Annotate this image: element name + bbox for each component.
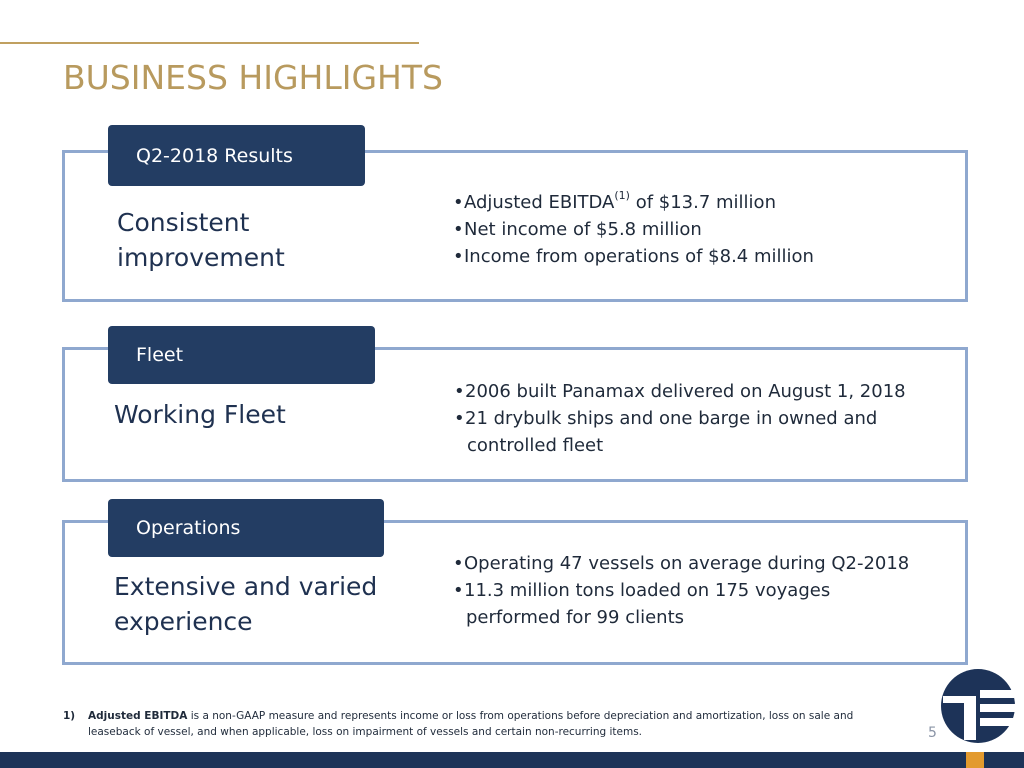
footnote-number: 1) [63, 710, 76, 722]
bullet-item [454, 378, 906, 405]
bullet-text: 11.3 million tons loaded on 175 voyages [464, 580, 831, 601]
tab-q2-results [108, 125, 365, 186]
bullet-item [454, 405, 906, 459]
footnote-ref: (1) [614, 189, 630, 202]
tab-operations [108, 499, 384, 557]
tab-label: Operations [136, 517, 241, 539]
heading-line: Consistent [117, 208, 250, 237]
bullet-item [453, 577, 909, 631]
panel-heading [114, 569, 377, 639]
bullet-text: Operating 47 vessels on average during Q2-2018 [464, 553, 910, 574]
heading-line: Working Fleet [114, 400, 286, 429]
heading-line: Extensive and varied [114, 572, 378, 601]
tab-label: Fleet [136, 344, 184, 366]
bullet-text: 21 drybulk ships and one barge in owned and [465, 408, 878, 429]
heading-line: experience [114, 607, 253, 636]
footer-bar [0, 752, 1024, 768]
bullet-list [453, 182, 814, 270]
title-rule [0, 42, 419, 44]
bullet-item [453, 182, 814, 216]
page-title: BUSINESS HIGHLIGHTS [63, 58, 443, 97]
footer-accent [966, 752, 984, 768]
footnote-text-line2: leaseback of vessel, and when applicable, loss on impairment of vessels and certain non-recurring items. [88, 726, 643, 738]
page-number: 5 [928, 725, 937, 741]
bullet-dot: • [453, 553, 464, 574]
heading-line: improvement [117, 243, 285, 272]
footnote-term: Adjusted EBITDA [88, 710, 188, 722]
bullet-item [453, 216, 814, 243]
panel-heading [114, 397, 286, 432]
bullet-dot: • [454, 381, 465, 402]
panel-heading [117, 205, 285, 275]
bullet-item [453, 243, 814, 270]
bullet-dot: • [453, 580, 464, 601]
footnote [63, 708, 863, 740]
tab-fleet [108, 326, 375, 384]
tab-label: Q2-2018 Results [136, 144, 293, 167]
company-logo-icon [940, 668, 1016, 744]
bullet-dot: • [453, 192, 464, 213]
bullet-continuation: performed for 99 clients [466, 607, 685, 628]
footnote-text: is a non-GAAP measure and represents income or loss from operations before depreciation and amortization, loss on sale and [187, 710, 854, 722]
bullet-continuation: controlled fleet [467, 435, 604, 456]
bullet-dot: • [453, 219, 464, 240]
bullet-list [454, 378, 906, 459]
bullet-item [453, 550, 909, 577]
bullet-list [453, 550, 909, 631]
bullet-text: 2006 built Panamax delivered on August 1, 2018 [465, 381, 906, 402]
bullet-text: Income from operations of $8.4 million [464, 246, 814, 267]
bullet-dot: • [454, 408, 465, 429]
bullet-text: Net income of $5.8 million [464, 219, 702, 240]
bullet-dot: • [453, 246, 464, 267]
bullet-text: Adjusted EBITDA [464, 192, 615, 213]
bullet-text-tail: of $13.7 million [629, 192, 776, 213]
